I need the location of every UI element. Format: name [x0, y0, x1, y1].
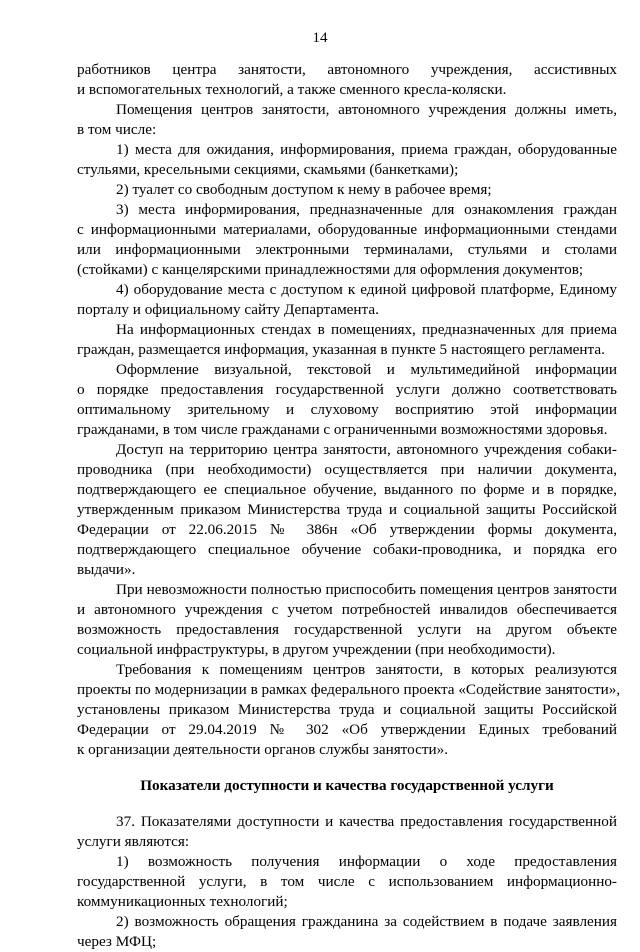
- text-line: проекты по модернизации в рамках федерального проекта «Содействие занятости»,: [77, 681, 621, 698]
- text-line: утвержденным приказом Министерства труда и социальной защиты Российской: [77, 501, 617, 518]
- text-line: в том числе:: [77, 121, 157, 138]
- section-heading: Показатели доступности и качества государственной услуги: [140, 777, 554, 794]
- text-line: подтверждающего ее специальное обучение, выданного по форме и в порядке,: [77, 481, 617, 498]
- text-line: 2) возможность обращения гражданина за содействием в подаче заявления: [116, 913, 617, 930]
- text-line: 3) места информирования, предназначенные для ознакомления граждан: [116, 201, 617, 218]
- text-line: и автономного учреждения с учетом потребностей инвалидов обеспечивается: [77, 601, 617, 618]
- text-line: социальной инфраструктуры, в другом учреждении (при необходимости).: [77, 641, 556, 658]
- text-line: Доступ на территорию центра занятости, автономного учреждения собаки-: [116, 441, 617, 458]
- text-line: На информационных стендах в помещениях, предназначенных для приема: [116, 321, 617, 338]
- text-line: работников центра занятости, автономного учреждения, ассистивных: [77, 61, 617, 78]
- text-line: Требования к помещениям центров занятости, в которых реализуются: [116, 661, 617, 678]
- text-line: стульями, кресельными секциями, скамьями (банкетками);: [77, 161, 459, 178]
- text-line: Федерации от 29.04.2019 № 302 «Об утверждении Единых требований: [77, 721, 617, 738]
- text-line: 37. Показателями доступности и качества предоставления государственной: [116, 813, 617, 830]
- text-line: (стойками) с канцелярскими принадлежностями для оформления документов;: [77, 261, 584, 278]
- text-line: подтверждающего специальное обучение собаки-проводника, и порядка его: [77, 541, 617, 558]
- text-line: проводника (при необходимости) осуществляется при наличии документа,: [77, 461, 617, 478]
- text-line: оптимальному зрительному и слуховому восприятию этой информации: [77, 401, 617, 418]
- spacer: [77, 796, 617, 812]
- text-line: и вспомогательных технологий, а также сменного кресла-коляски.: [77, 81, 507, 98]
- text-line: Федерации от 22.06.2015 № 386н «Об утверждении формы документа,: [77, 521, 617, 538]
- text-line: установлены приказом Министерства труда и социальной защиты Российской: [77, 701, 617, 718]
- text-line: Оформление визуальной, текстовой и мультимедийной информации: [116, 361, 617, 378]
- text-line: возможность предоставления государственной услуги на другом объекте: [77, 621, 617, 638]
- text-line: о порядке предоставления государственной услуги должно соответствовать: [77, 381, 617, 398]
- text-line: 4) оборудование места с доступом к единой цифровой платформе, Единому: [116, 281, 617, 298]
- text-line: через МФЦ;: [77, 933, 157, 950]
- text-line: 1) места для ожидания, информирования, приема граждан, оборудованные: [116, 141, 617, 158]
- text-line: или информационными электронными терминалами, стульями и столами: [77, 241, 617, 258]
- text-line: выдачи».: [77, 561, 136, 578]
- text-line: граждан, размещается информация, указанная в пункте 5 настоящего регламента.: [77, 341, 605, 358]
- spacer: [77, 760, 617, 776]
- text-line: коммуникационных технологий;: [77, 893, 288, 910]
- text-line: При невозможности полностью приспособить помещения центров занятости: [116, 581, 617, 598]
- document-body: [77, 60, 621, 952]
- text-line: порталу и официальному сайту Департамента.: [77, 301, 379, 318]
- text-line: к организации деятельности органов службы занятости».: [77, 741, 448, 758]
- text-line: Помещения центров занятости, автономного учреждения должны иметь,: [116, 101, 617, 118]
- text-line: 1) возможность получения информации о ходе предоставления: [116, 853, 617, 870]
- page-number: 14: [312, 30, 328, 46]
- text-line: услуги являются:: [77, 833, 190, 850]
- text-line: 2) туалет со свободным доступом к нему в рабочее время;: [116, 181, 492, 198]
- text-line: государственной услуги, в том числе с использованием информационно-: [77, 873, 617, 890]
- text-line: гражданами, в том числе гражданами с ограниченными возможностями здоровья.: [77, 421, 608, 438]
- text-line: с информационными материалами, оборудованные информационными стендами: [77, 221, 617, 238]
